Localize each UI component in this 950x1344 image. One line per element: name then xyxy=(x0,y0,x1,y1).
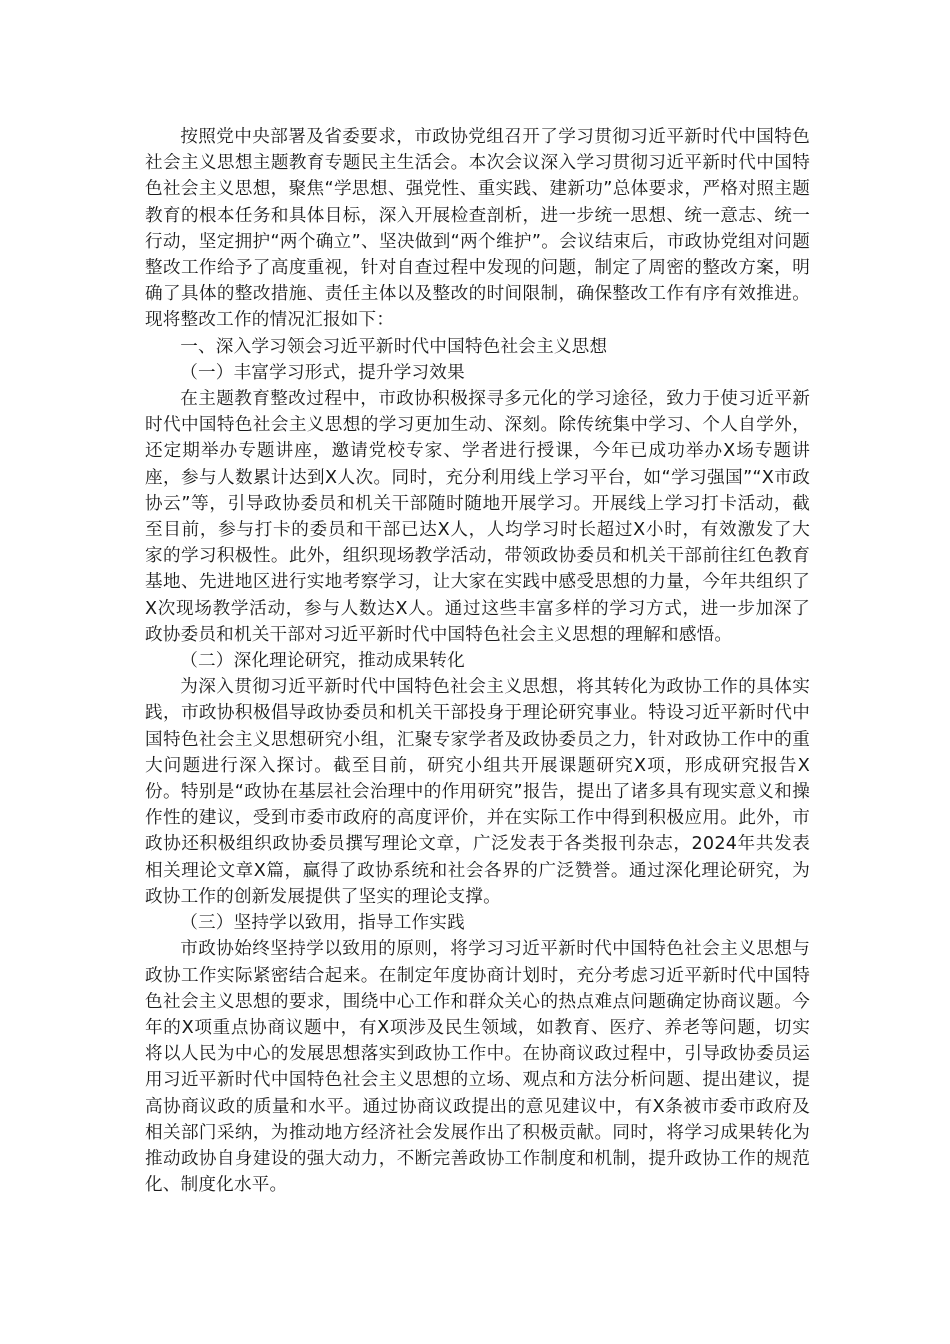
subsection-body-3: 市政协始终坚持学以致用的原则，将学习习近平新时代中国特色社会主义思想与政协工作实际紧密结合起来。在制定年度协商计划时，充分考虑习近平新时代中国特色社会主义思想的要求，围绕中心工作和群众关心的热点难点问题确定协商议题。今年的X项重点协商议题中，有X项涉及民生领域，如教育、医疗、养老等问题，切实将以人民为中心的发展思想落实到政协工作中。在协商议政过程中，引导政协委员运用习近平新时代中国特色社会主义思想的立场、观点和方法分析问题、提出建议，提高协商议政的质量和水平。通过协商议政提出的意见建议中，有X条被市委市政府及相关部门采纳，为推动地方经济社会发展作出了积极贡献。同时，将学习成果转化为推动政协自身建设的强大动力，不断完善政协工作制度和机制，提升政协工作的规范化、制度化水平。 xyxy=(145,939,810,1196)
document-page xyxy=(145,124,810,1198)
subsection-body-2: 为深入贯彻习近平新时代中国特色社会主义思想，将其转化为政协工作的具体实践，市政协积极倡导政协委员和机关干部投身于理论研究事业。特设习近平新时代中国特色社会主义思想研究小组，汇聚专家学者及政协委员之力，针对政协工作中的重大问题进行深入探讨。截至目前，研究小组共开展课题研究X项，形成研究报告X份。特别是“政协在基层社会治理中的作用研究”报告，提出了诸多具有现实意义和操作性的建议，受到市委市政府的高度评价，并在实际工作中得到积极应用。此外，市政协还积极组织政协委员撰写理论文章，广泛发表于各类报刊杂志，2024年共发表相关理论文章X篇，赢得了政协系统和社会各界的广泛赞誉。通过深化理论研究，为政协工作的创新发展提供了坚实的理论支撑。 xyxy=(145,677,810,907)
subsection-heading-3: （三）坚持学以致用，指导工作实践 xyxy=(180,913,465,934)
intro-paragraph: 按照党中央部署及省委要求，市政协党组召开了学习贯彻习近平新时代中国特色社会主义思想主题教育专题民主生活会。本次会议深入学习贯彻习近平新时代中国特色社会主义思想，聚焦“学思想、强党性、重实践、建新功”总体要求，严格对照主题教育的根本任务和具体目标，深入开展检查剖析，进一步统一思想、统一意志、统一行动，坚定拥护“两个确立”、坚决做到“两个维护”。会议结束后，市政协党组对问题整改工作给予了高度重视，针对自查过程中发现的问题，制定了周密的整改方案，明确了具体的整改措施、责任主体以及整改的时间限制，确保整改工作有序有效推进。现将整改工作的情况汇报如下： xyxy=(145,127,810,331)
subsection-heading-1: （一）丰富学习形式，提升学习效果 xyxy=(180,362,465,383)
subsection-heading-2: （二）深化理论研究，推动成果转化 xyxy=(180,651,465,672)
subsection-body-1: 在主题教育整改过程中，市政协积极探寻多元化的学习途径，致力于使习近平新时代中国特色社会主义思想的学习更加生动、深刻。除传统集中学习、个人自学外，还定期举办专题讲座，邀请党校专家、学者进行授课，今年已成功举办X场专题讲座，参与人数累计达到X人次。同时，充分利用线上学习平台，如“学习强国”“X市政协云”等，引导政协委员和机关干部随时随地开展学习。开展线上学习打卡活动，截至目前，参与打卡的委员和干部已达X人，人均学习时长超过X小时，有效激发了大家的学习积极性。此外，组织现场教学活动，带领政协委员和机关干部前往红色教育基地、先进地区进行实地考察学习，让大家在实践中感受思想的力量，今年共组织了X次现场教学活动，参与人数达X人。通过这些丰富多样的学习方式，进一步加深了政协委员和机关干部对习近平新时代中国特色社会主义思想的理解和感悟。 xyxy=(145,389,810,645)
section-heading-1: 一、深入学习领会习近平新时代中国特色社会主义思想 xyxy=(180,336,608,357)
